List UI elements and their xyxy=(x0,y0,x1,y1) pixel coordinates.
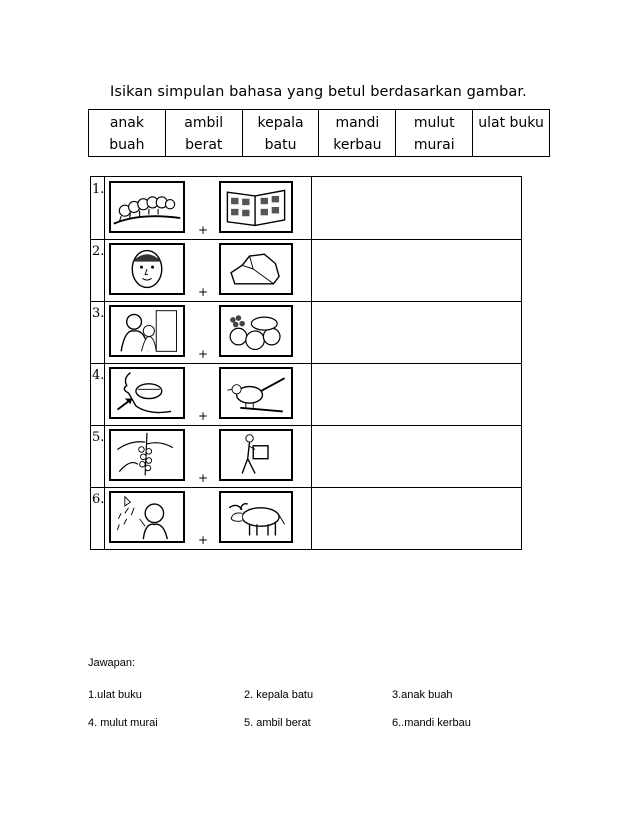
caterpillar-icon xyxy=(109,181,185,233)
word-line: mulut xyxy=(413,115,455,131)
row-number: 1. xyxy=(92,182,105,197)
word-line: batu xyxy=(264,137,297,153)
word-line: ambil xyxy=(184,115,224,131)
fruit-branch-icon xyxy=(109,429,185,481)
worksheet-title: Isikan simpulan bahasa yang betul berdasarkan gambar. xyxy=(110,84,527,100)
word-line: kepala xyxy=(257,115,304,131)
bird-icon xyxy=(219,367,293,419)
answer-item: 5. ambil berat xyxy=(244,717,311,729)
mouth-icon xyxy=(109,367,185,419)
word-bank-cell xyxy=(319,110,396,157)
row-number: 2. xyxy=(92,244,105,259)
answer-item: 4. mulut murai xyxy=(88,717,158,729)
word-bank-cell xyxy=(396,110,473,157)
plus-sign: + xyxy=(198,533,209,547)
word-line: anak xyxy=(109,115,144,131)
exercise-row xyxy=(91,363,521,426)
word-line: kerbau xyxy=(333,137,382,153)
buffalo-icon xyxy=(219,491,293,543)
plus-sign: + xyxy=(198,471,209,485)
row-number: 4. xyxy=(92,368,105,383)
word-bank-cell xyxy=(165,110,242,157)
exercise-grid xyxy=(90,176,522,550)
boy-shower-icon xyxy=(109,491,185,543)
row-number: 3. xyxy=(92,306,105,321)
answers-title: Jawapan: xyxy=(88,657,136,669)
exercise-row xyxy=(91,425,521,488)
exercise-row xyxy=(91,177,521,240)
rock-icon xyxy=(219,243,293,295)
word-bank-cell xyxy=(473,110,550,157)
plus-sign: + xyxy=(198,285,209,299)
word-bank-cell xyxy=(89,110,166,157)
exercise-row xyxy=(91,487,521,549)
exercise-row xyxy=(91,301,521,364)
word-line: murai xyxy=(413,137,455,153)
answer-item: 3.anak buah xyxy=(392,689,453,701)
answer-item: 2. kepala batu xyxy=(244,689,314,701)
book-icon xyxy=(219,181,293,233)
answer-item: 6..mandi kerbau xyxy=(392,717,471,729)
word-bank-table xyxy=(88,109,550,157)
exercise-row xyxy=(91,239,521,302)
word-line: buah xyxy=(109,137,145,153)
man-face-icon xyxy=(109,243,185,295)
plus-sign: + xyxy=(198,347,209,361)
answer-item: 1.ulat buku xyxy=(88,689,142,701)
word-line: ulat buku xyxy=(478,115,544,131)
word-line: berat xyxy=(185,137,223,153)
word-line: mandi xyxy=(335,115,380,131)
plus-sign: + xyxy=(198,409,209,423)
row-number: 5. xyxy=(92,430,105,445)
word-bank-cell xyxy=(242,110,319,157)
fruits-icon xyxy=(219,305,293,357)
man-lifting-box-icon xyxy=(219,429,293,481)
row-number: 6. xyxy=(92,492,105,507)
mother-child-icon xyxy=(109,305,185,357)
plus-sign: + xyxy=(198,223,209,237)
